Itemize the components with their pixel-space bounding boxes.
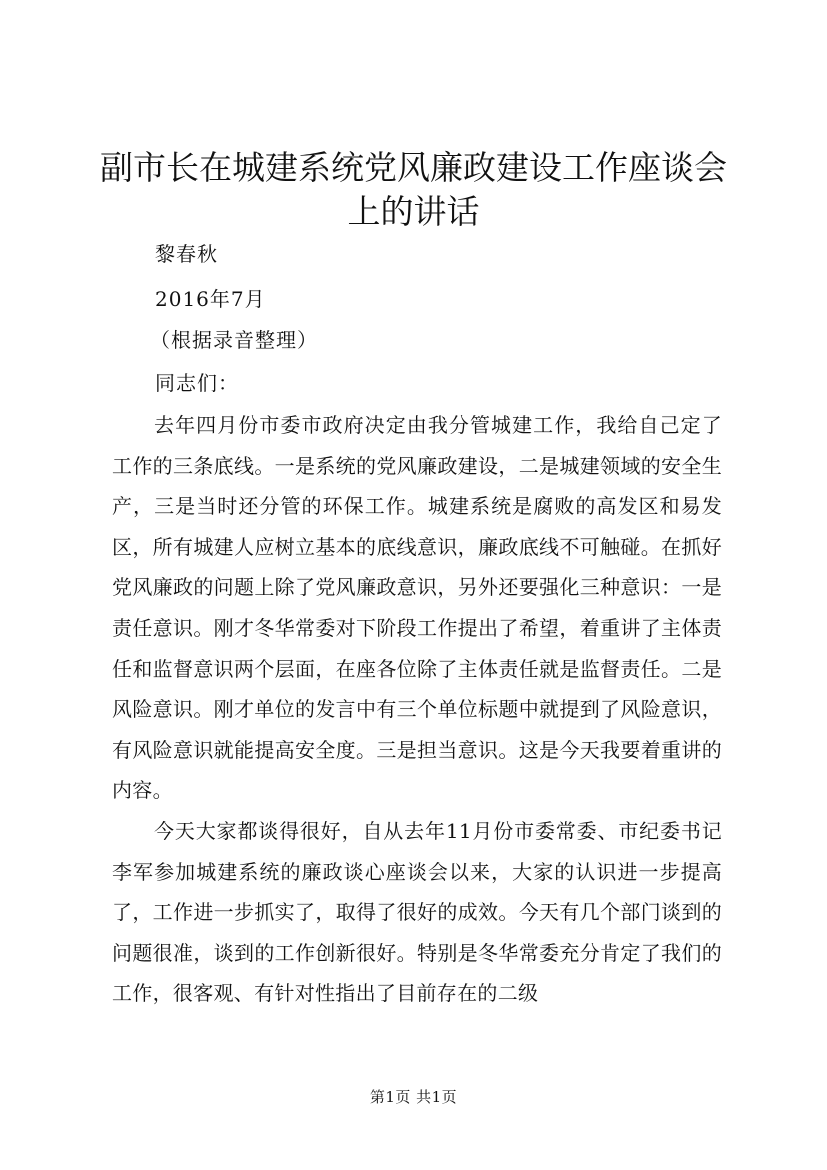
document-title: 副市长在城建系统党风廉政建设工作座谈会上的讲话 (100, 148, 727, 231)
speech-date: 2016年7月 (155, 287, 266, 311)
speech-body (112, 405, 722, 1014)
greeting: 同志们： (155, 371, 239, 395)
author-name: 黎春秋 (155, 242, 218, 266)
page-number-footer: 第1页 共1页 (369, 1088, 458, 1106)
transcription-note: （根据录音整理） (150, 328, 318, 352)
paragraph-2: 今天大家都谈得很好，自从去年11月份市委常委、市纪委书记李军参加城建系统的廉政谈心座谈会以来，大家的认识进一步提高了，工作进一步抓实了，取得了很好的成效。今天有几个部门谈到的问题很准，谈到的工作创新很好。特别是冬华常委充分肯定了我们的工作，很客观、有针对性指出了目前存在的二级 (112, 818, 722, 1006)
paragraph-1: 去年四月份市委市政府决定由我分管城建工作，我给自己定了工作的三条底线。一是系统的党风廉政建设，二是城建领域的安全生产，三是当时还分管的环保工作。城建系统是腐败的高发区和易发区，所有城建人应树立基本的底线意识，廉政底线不可触碰。在抓好党风廉政的问题上除了党风廉政意识，另外还要强化三种意识：一是责任意识。刚才冬华常委对下阶段工作提出了希望，着重讲了主体责任和监督意识两个层面，在座各位除了主体责任就是监督责任。二是风险意识。刚才单位的发言中有三个单位标题中就提到了风险意识，有风险意识就能提高安全度。三是担当意识。这是今天我要着重讲的内容。 (112, 413, 722, 803)
